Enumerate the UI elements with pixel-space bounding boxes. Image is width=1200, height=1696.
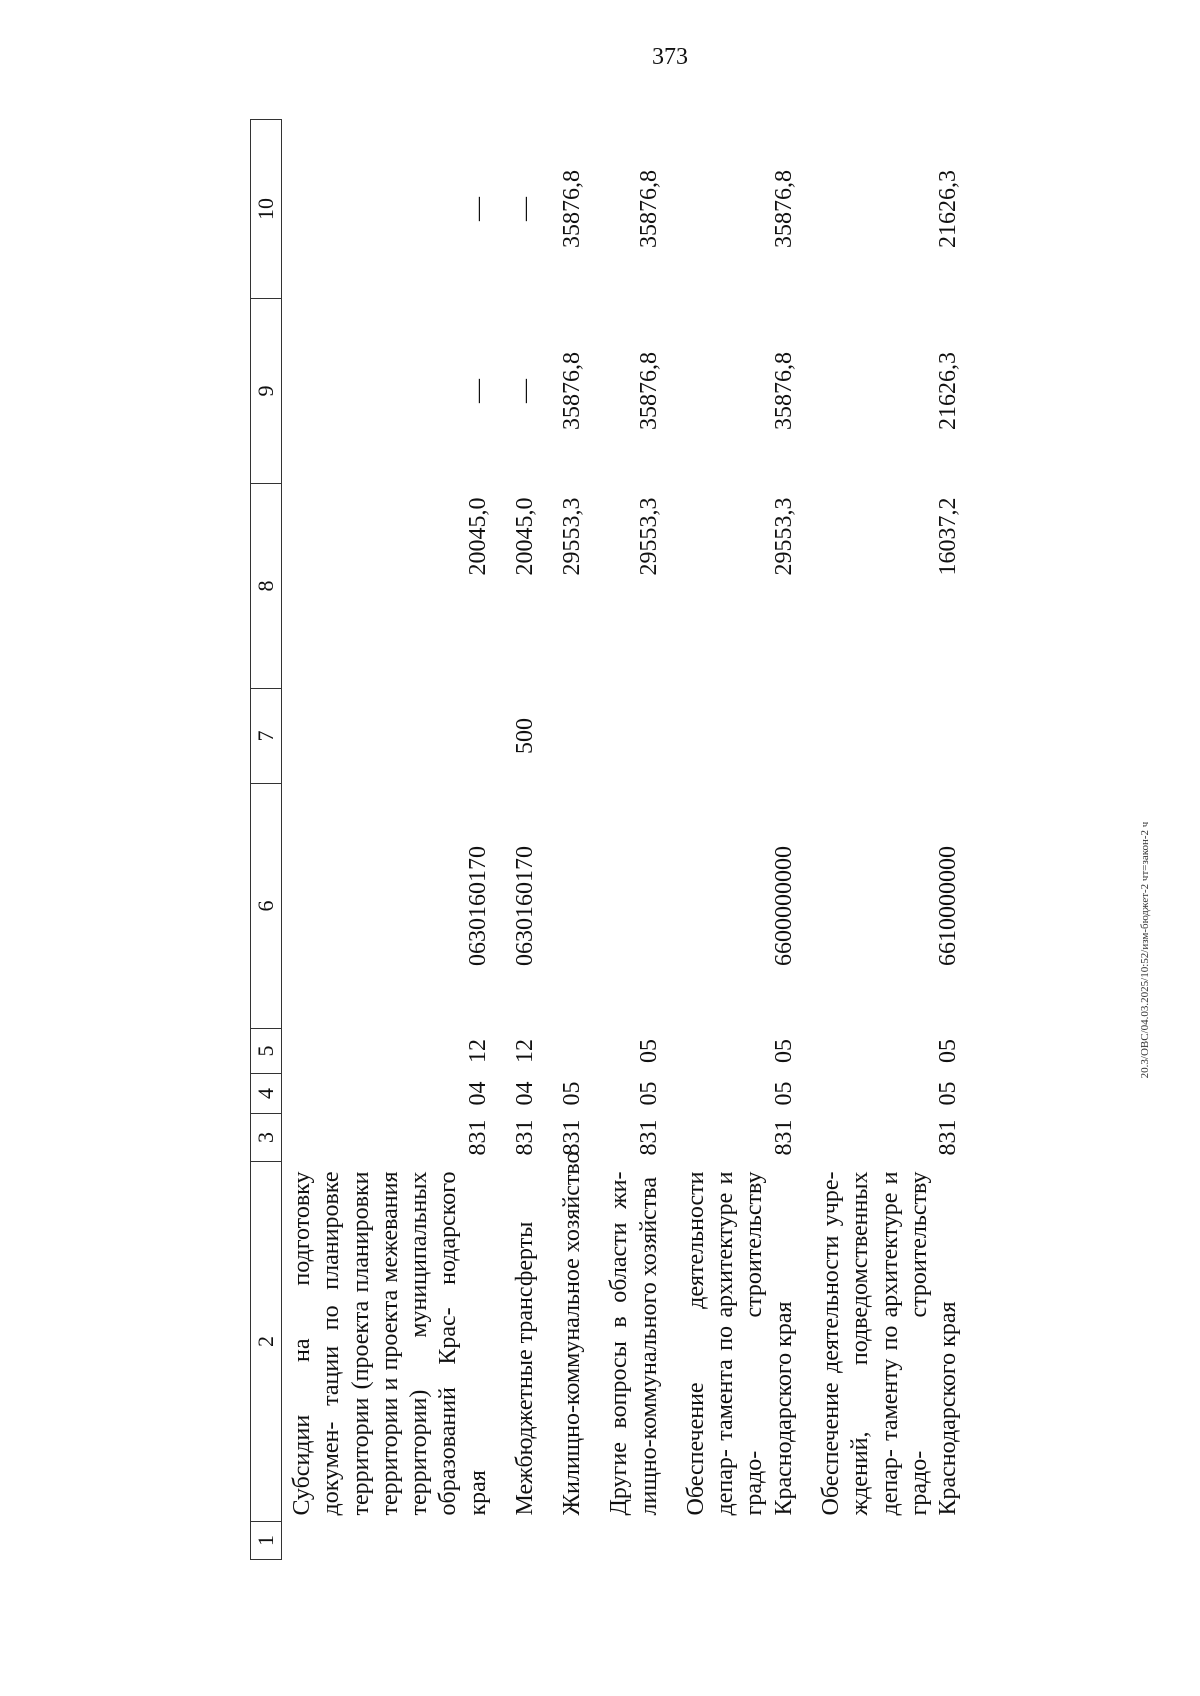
header-cell: 1: [251, 1522, 282, 1560]
cell-amount-col9: —: [464, 379, 491, 403]
description-line: ждений, подведомственных депар-: [847, 1171, 903, 1516]
cell-section: 05: [935, 1081, 962, 1106]
cell-number: [664, 1522, 799, 1560]
cell-amount-col9: 35876,8: [770, 352, 797, 430]
description-line: лищно-коммунального хозяйства: [635, 1177, 662, 1516]
table-row: [587, 120, 664, 1560]
description-line: (проекта планировки территории и: [347, 1171, 403, 1516]
description-line: Межбюджетные трансферты: [511, 1221, 538, 1516]
cell-amount-col8: 29553,3: [559, 497, 586, 576]
cell-amount-col9: 21626,3: [935, 352, 962, 430]
description-line: Обеспечение деятельности учре-: [817, 1171, 844, 1516]
header-cell: 2: [251, 1162, 282, 1522]
cell-expense-type: [664, 689, 799, 784]
cell-amount-col9: —: [511, 379, 538, 403]
cell-number: [799, 1522, 963, 1560]
description-line: тации по планировке территории: [318, 1171, 374, 1516]
description-line: строительству Краснодарского: [741, 1171, 797, 1516]
header-cell: 3: [251, 1114, 282, 1162]
description-line: края: [770, 1301, 797, 1347]
cell-subsection: 05: [770, 1039, 797, 1063]
cell-section: 04: [464, 1081, 491, 1106]
cell-amount-col10: 35876,8: [635, 170, 662, 248]
description-line: нодарского края: [435, 1171, 491, 1516]
cell-target-article: 0630160170: [511, 846, 538, 966]
cell-description: [799, 1162, 963, 1522]
description-line: Субсидии на подготовку докумен-: [289, 1171, 345, 1516]
cell-subsection: 05: [935, 1039, 962, 1063]
cell-description: [664, 1162, 799, 1522]
rotated-table-sheet: [250, 120, 1150, 1560]
cell-expense-type: [799, 689, 963, 784]
cell-target-article: 6600000000: [770, 846, 797, 966]
cell-ministry-code: 831: [935, 1119, 962, 1156]
cell-amount-col9: 35876,8: [559, 352, 586, 430]
description-line: Другие вопросы в области жи-: [606, 1171, 633, 1516]
cell-expense-type: 500: [511, 718, 538, 754]
cell-number: [493, 1522, 540, 1560]
header-cell: 5: [251, 1029, 282, 1074]
cell-target-article: [587, 784, 664, 1029]
cell-amount-col10: —: [511, 197, 538, 221]
table-row: [540, 120, 587, 1560]
description-line: края: [935, 1301, 962, 1347]
header-cell: 9: [251, 299, 282, 484]
table-row: [493, 120, 540, 1560]
cell-description: [587, 1162, 664, 1522]
cell-section: 05: [770, 1081, 797, 1106]
header-cell: 8: [251, 484, 282, 689]
cell-section: 05: [559, 1081, 586, 1106]
cell-amount-col10: 35876,8: [770, 170, 797, 248]
cell-target-article: [540, 784, 587, 1029]
cell-description: [540, 1151, 587, 1522]
cell-amount-col9: 35876,8: [635, 352, 662, 430]
description-line: Обеспечение деятельности депар-: [682, 1171, 739, 1516]
cell-ministry-code: 831: [559, 1119, 586, 1156]
header-row: [251, 120, 282, 1560]
cell-amount-col10: 21626,3: [935, 170, 962, 248]
table-row: [282, 120, 493, 1560]
cell-subsection: 12: [511, 1039, 538, 1063]
header-cell: 7: [251, 689, 282, 784]
table-row: [664, 120, 799, 1560]
footer-document-code: 20.3/ОВС/04.03.2025/10:52/изм-бюджет-2 чт=закон-2 ч: [1139, 821, 1151, 1079]
table-row: [799, 120, 963, 1560]
header-cell: 10: [251, 120, 282, 299]
cell-number: [540, 1522, 587, 1560]
cell-amount-col8: 29553,3: [770, 497, 797, 576]
cell-amount-col8: 29553,3: [635, 497, 662, 576]
cell-amount-col10: —: [464, 197, 491, 221]
cell-amount-col8: 20045,0: [464, 497, 491, 576]
page-number: 373: [652, 44, 688, 70]
cell-ministry-code: 831: [464, 1119, 491, 1156]
cell-expense-type: [540, 689, 587, 784]
budget-table: [250, 119, 963, 1560]
cell-description: [282, 1162, 493, 1522]
cell-number: [587, 1522, 664, 1560]
cell-section: 05: [635, 1081, 662, 1106]
cell-amount-col8: 20045,0: [511, 497, 538, 576]
cell-subsection: 05: [635, 1039, 662, 1063]
cell-number: [282, 1522, 493, 1560]
description-line: тамента по архитектуре и градо-: [712, 1171, 768, 1516]
cell-expense-type: [587, 689, 664, 784]
cell-target-article: 6610000000: [935, 846, 962, 966]
header-cell: 6: [251, 784, 282, 1029]
cell-amount-col10: 35876,8: [559, 170, 586, 248]
description-line: строительству Краснодарского: [905, 1171, 962, 1516]
cell-target-article: 0630160170: [464, 846, 491, 966]
description-line: муниципальных образований Крас-: [406, 1171, 462, 1516]
cell-ministry-code: 831: [770, 1119, 797, 1156]
cell-description: [493, 1162, 540, 1522]
cell-ministry-code: 831: [635, 1119, 662, 1156]
description-line: проекта межевания территории): [376, 1171, 433, 1516]
cell-ministry-code: 831: [511, 1119, 538, 1156]
cell-subsection: [540, 1029, 587, 1074]
description-line: Жилищно-коммунальное хозяйство: [559, 1151, 586, 1516]
cell-expense-type: [282, 689, 493, 784]
cell-subsection: 12: [464, 1039, 491, 1063]
description-line: таменту по архитектуре и градо-: [876, 1171, 932, 1516]
cell-section: 04: [511, 1081, 538, 1106]
header-cell: 4: [251, 1074, 282, 1114]
cell-amount-col8: 16037,2: [935, 497, 962, 576]
